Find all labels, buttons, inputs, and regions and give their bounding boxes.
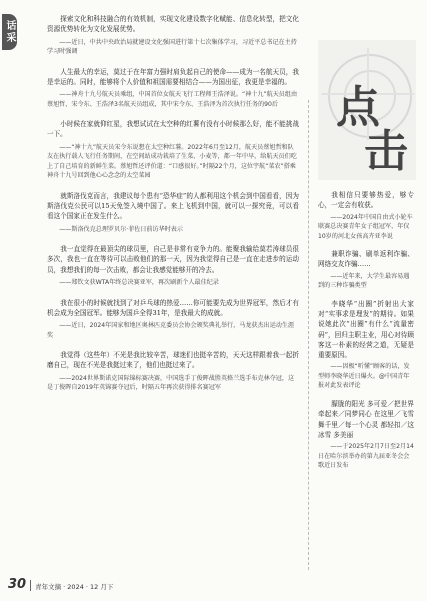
quote-text: 我在很小的时候就找到了对乒乓球的热爱……你可能要先成为世界冠军，然后才有机会成为全国冠军。能够为国乒全得31年，是我最大的成就。 <box>47 298 299 317</box>
quote-source: ——斯洛伐克总理罗贝尔·菲佐日前访华时表示 <box>59 225 183 233</box>
quote-text: 李晓华“出圈”折射出大家对“实事求是理发”的期待。如果说她此次“出圈”有什么“流量密码”，回归主职主业，用心对待顾客这一朴素的经营之道，无疑是重要原因。 <box>318 299 414 360</box>
quote-text: 人生最大的幸运，莫过于在年富力强时肩负起自己的使命——成为一名航天员，我是幸运的。同时，能够将个人价值和祖国需要相结合——为国出征，我更是幸福的。 <box>47 67 299 86</box>
quote-source: ——2024世界斯诺克国际锦标赛决赛，中国选手丁俊晖战胜英格兰选手布克林夺冠，这是丁俊晖自2019年英锦赛夺冠后，时隔五年再次获得排名赛冠军 <box>47 374 295 392</box>
quote-source: ——于2025年2月7日至2月14日在哈尔滨举办的第九届亚冬会会歌近日发布 <box>318 443 414 470</box>
section-tag: 话采 <box>2 14 17 50</box>
quote-text: 探索文化和科技融合的有效机制，实现文化建设数字化赋能、信息化转型，把文化资源优势转化为文化发展优势。 <box>47 15 299 34</box>
decorative-title-block <box>318 40 416 180</box>
quote-text: 朦胧的阳光 多可爱／把世界 牵起来／同梦同心 在这里／飞雪舞千里／每一个心灵 都轻扣／这冰雪 多美丽 <box>318 399 414 439</box>
quote-text: 小时候在家就仰红星，我想试试在太空种的红薯有没有小时候那么好，能不能挑战一下。 <box>47 120 299 139</box>
quote-source: ——郑钦文获WTA年终总决赛亚军，再次刷新个人最佳纪录 <box>59 279 219 287</box>
quote-text: 兼职诈骗、刷单返利诈骗、网络交友诈骗…… <box>318 250 414 269</box>
quote-text: 我相信只要够热爱，够专心，一定会有收获。 <box>318 191 414 210</box>
title-glyph: 击 <box>364 126 408 177</box>
quote-source: ——“神十九”航天员宋令东说想在太空种红薯。2022年6月至12月，航天员蔡旭哲和队友在执行载人飞行任务期间，在空间站成功栽培了生菜、小麦等，都一年中早，给航天员们吃上了自己培育的新鲜生菜。蔡旭哲还评价道：“口感很好。”时隔22个月，这位宇航“菜农”搭乘神舟十九号回到他心心念念的太空菜园 <box>47 143 297 180</box>
quote-source: ——近日，2024年国家和地区奥林匹克委员会协会颁奖典礼举行，马龙获杰出运动生涯奖 <box>47 322 295 339</box>
right-column <box>318 190 414 479</box>
quote-source: ——2024年中国自由式小轮车联赛总决赛青年女子组冠军，年仅10岁的河北女孩高卉亚李说 <box>318 213 413 240</box>
footer-divider <box>30 580 31 591</box>
quote-source: ——神舟十九号航天员乘组，中国首位女航天飞行工程师王浩泽说。“神十九”航天员组由蔡旭哲、宋令东、王浩泽3名航天员组成，其中宋令东、王浩泽为首次执行任务的90后 <box>47 91 298 108</box>
page-number: 30 <box>8 577 27 592</box>
quote-source: ——近日，中共中央政治局就建设文化强国进行第十七次集体学习，习近平总书记在主持学习时强调 <box>47 38 297 56</box>
title-glyph: 点 <box>336 82 380 133</box>
magazine-info: 青年文摘 · 2024 · 12 月下 <box>35 583 114 591</box>
quote-source: ——因极“听懂”顾客的话，发型师李晓华近日爆火。@中国青年报对此发表评论 <box>318 363 410 390</box>
quote-text: 就斯洛伐克而言，我建议每个患有“恐华症”的人都利用这个机会到中国看看，因为斯洛伐克公民可以15天免签入境中国了。来上飞机到中国，就可以一探究竟，可以看看这个国家正在发生什么。 <box>47 191 299 221</box>
column-divider <box>308 100 309 570</box>
quote-text: 我一直觉得在最顶尖的球员里，自己是非常有竞争力的。能聚我输给莫若涛球员很多次，我也一直在等待可以击败他们的那一天，因为我觉得自己是一直在走进步的运动员，我想我们的每一次击败，都会让我感觉能够开的冷去。 <box>47 245 299 274</box>
quote-source: ——近年来，大学生最容易遇到的三种诈骗类型 <box>318 272 410 290</box>
main-column <box>47 14 299 403</box>
quote-text: 我觉得（这些年）不光是我比较辛苦，球迷们也挺辛苦的，天天这样跟着我一起折磨自己，现在不光是我挺过来了，他们也挺过来了。 <box>47 351 299 370</box>
page-footer <box>8 578 113 592</box>
